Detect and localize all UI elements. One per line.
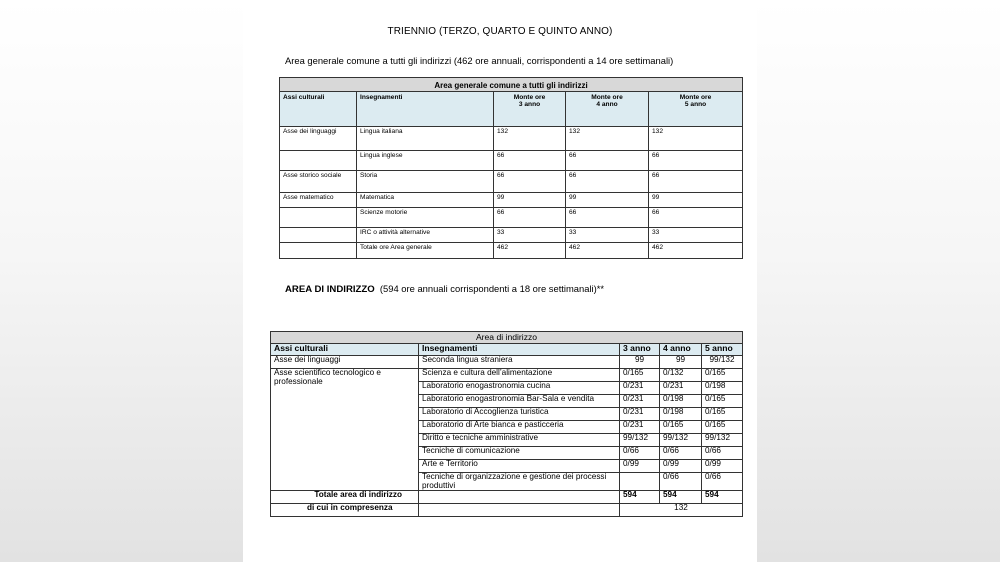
table-row bbox=[280, 228, 743, 243]
cell-value: 0/165 bbox=[660, 421, 702, 434]
cell-value: 0/165 bbox=[702, 408, 743, 421]
cell-value: 66 bbox=[494, 171, 566, 193]
cell-insegnamento: Storia bbox=[357, 171, 494, 193]
cell-asse bbox=[280, 208, 357, 228]
table-row bbox=[271, 369, 743, 382]
cell-value: 66 bbox=[494, 151, 566, 171]
cell-value: 462 bbox=[649, 243, 743, 259]
cell-insegnamento: Scienze motorie bbox=[357, 208, 494, 228]
cell-value: 0/165 bbox=[702, 369, 743, 382]
cell-value: 66 bbox=[649, 208, 743, 228]
cell-value: 99/132 bbox=[620, 434, 660, 447]
cell-value: 99/132 bbox=[660, 434, 702, 447]
compresenza-row bbox=[271, 504, 743, 517]
empty-cell bbox=[419, 504, 620, 517]
cell-asse bbox=[280, 228, 357, 243]
section-indirizzo-title bbox=[285, 283, 604, 295]
cell-value: 0/231 bbox=[660, 382, 702, 395]
cell-value: 0/165 bbox=[620, 369, 660, 382]
cell-value: 0/231 bbox=[620, 382, 660, 395]
cell-value: 0/66 bbox=[702, 447, 743, 460]
cell-insegnamento: Laboratorio enogastronomia cucina bbox=[419, 382, 620, 395]
cell-value: 462 bbox=[566, 243, 649, 259]
cell-insegnamento: Lingua italiana bbox=[357, 127, 494, 151]
cell-insegnamento: Scienza e cultura dell’alimentazione bbox=[419, 369, 620, 382]
column-header: 5 anno bbox=[702, 344, 743, 356]
cell-value: 33 bbox=[649, 228, 743, 243]
empty-cell bbox=[419, 491, 620, 504]
column-header: Insegnamenti bbox=[419, 344, 620, 356]
cell-insegnamento: Laboratorio di Arte bianca e pasticceria bbox=[419, 421, 620, 434]
column-header: 3 anno bbox=[620, 344, 660, 356]
cell-value: 0/66 bbox=[702, 473, 743, 491]
cell-value: 132 bbox=[494, 127, 566, 151]
cell-value: 0/165 bbox=[702, 421, 743, 434]
cell-value: 0/231 bbox=[620, 395, 660, 408]
column-header: Insegnamenti bbox=[357, 92, 494, 127]
cell-insegnamento: Tecniche di organizzazione e gestione dei processi produttivi bbox=[419, 473, 620, 491]
table-caption: Area di indirizzo bbox=[271, 332, 743, 344]
cell-value: 99 bbox=[649, 193, 743, 208]
cell-value: 0/231 bbox=[620, 421, 660, 434]
cell-value: 66 bbox=[649, 151, 743, 171]
cell-value: 66 bbox=[649, 171, 743, 193]
section-indirizzo-title-rest: (594 ore annuali corrispondenti a 18 ore settimanali)** bbox=[374, 283, 605, 294]
total-label: Totale area di indirizzo bbox=[271, 491, 419, 504]
cell-value: 33 bbox=[566, 228, 649, 243]
cell-asse bbox=[280, 151, 357, 171]
column-header: Assi culturali bbox=[280, 92, 357, 127]
cell-value: 99/132 bbox=[702, 434, 743, 447]
cell-value: 99 bbox=[494, 193, 566, 208]
cell-value: 0/99 bbox=[620, 460, 660, 473]
cell-value: 99 bbox=[660, 356, 702, 369]
column-header: Monte ore 3 anno bbox=[494, 92, 566, 127]
table-row bbox=[280, 243, 743, 259]
cell-value: 0/99 bbox=[660, 460, 702, 473]
table-row bbox=[280, 193, 743, 208]
cell-value: 0/198 bbox=[660, 408, 702, 421]
total-value: 594 bbox=[620, 491, 660, 504]
cell-insegnamento: Seconda lingua straniera bbox=[419, 356, 620, 369]
document-page bbox=[243, 0, 757, 562]
cell-value: 132 bbox=[566, 127, 649, 151]
total-value: 594 bbox=[702, 491, 743, 504]
cell-value: 0/99 bbox=[702, 460, 743, 473]
total-row bbox=[271, 491, 743, 504]
table-caption: Area generale comune a tutti gli indirizzi bbox=[280, 78, 743, 92]
cell-insegnamento: Totale ore Area generale bbox=[357, 243, 494, 259]
cell-asse: Asse dei linguaggi bbox=[280, 127, 357, 151]
table-row bbox=[280, 171, 743, 193]
cell-asse bbox=[280, 243, 357, 259]
cell-insegnamento: IRC o attività alternative bbox=[357, 228, 494, 243]
cell-value: 99 bbox=[620, 356, 660, 369]
table-header-row bbox=[271, 344, 743, 356]
cell-insegnamento: Arte e Territorio bbox=[419, 460, 620, 473]
cell-insegnamento: Lingua inglese bbox=[357, 151, 494, 171]
cell-asse: Asse storico sociale bbox=[280, 171, 357, 193]
cell-value: 66 bbox=[494, 208, 566, 228]
table-header-row bbox=[280, 92, 743, 127]
cell-value: 0/231 bbox=[620, 408, 660, 421]
section-general-title: Area generale comune a tutti gli indirizzi (462 ore annuali, corrispondenti a 14 ore settimanali) bbox=[285, 55, 674, 66]
cell-asse: Asse dei linguaggi bbox=[271, 356, 419, 369]
indirizzo-area-table bbox=[270, 331, 743, 517]
table-row bbox=[280, 127, 743, 151]
column-header: 4 anno bbox=[660, 344, 702, 356]
cell-value: 462 bbox=[494, 243, 566, 259]
cell-value: 0/198 bbox=[660, 395, 702, 408]
cell-value: 33 bbox=[494, 228, 566, 243]
cell-value: 0/198 bbox=[702, 382, 743, 395]
section-indirizzo-title-bold: AREA DI INDIRIZZO bbox=[285, 284, 375, 295]
column-header: Monte ore 4 anno bbox=[566, 92, 649, 127]
cell-value: 0/66 bbox=[660, 447, 702, 460]
cell-value: 66 bbox=[566, 208, 649, 228]
column-header: Assi culturali bbox=[271, 344, 419, 356]
cell-value: 99 bbox=[566, 193, 649, 208]
cell-value: 0/132 bbox=[660, 369, 702, 382]
cell-asse: Asse scientifico tecnologico e professionale bbox=[271, 369, 419, 491]
cell-insegnamento: Tecniche di comunicazione bbox=[419, 447, 620, 460]
cell-value: 99/132 bbox=[702, 356, 743, 369]
compresenza-label: di cui in compresenza bbox=[271, 504, 419, 517]
cell-insegnamento: Matematica bbox=[357, 193, 494, 208]
table-row bbox=[280, 208, 743, 228]
total-value: 594 bbox=[660, 491, 702, 504]
general-area-table bbox=[279, 77, 743, 259]
cell-value: 66 bbox=[566, 151, 649, 171]
table-row bbox=[280, 151, 743, 171]
cell-value: 66 bbox=[566, 171, 649, 193]
compresenza-value: 132 bbox=[620, 504, 743, 517]
cell-value: 0/66 bbox=[620, 447, 660, 460]
cell-insegnamento: Laboratorio di Accoglienza turistica bbox=[419, 408, 620, 421]
cell-insegnamento: Laboratorio enogastronomia Bar-Sala e vendita bbox=[419, 395, 620, 408]
cell-value: 0/165 bbox=[702, 395, 743, 408]
cell-value: 132 bbox=[649, 127, 743, 151]
document-title: TRIENNIO (TERZO, QUARTO E QUINTO ANNO) bbox=[387, 26, 613, 37]
cell-asse: Asse matematico bbox=[280, 193, 357, 208]
column-header: Monte ore 5 anno bbox=[649, 92, 743, 127]
cell-insegnamento: Diritto e tecniche amministrative bbox=[419, 434, 620, 447]
cell-value: 0/66 bbox=[660, 473, 702, 491]
cell-value bbox=[620, 473, 660, 491]
table-row bbox=[271, 356, 743, 369]
